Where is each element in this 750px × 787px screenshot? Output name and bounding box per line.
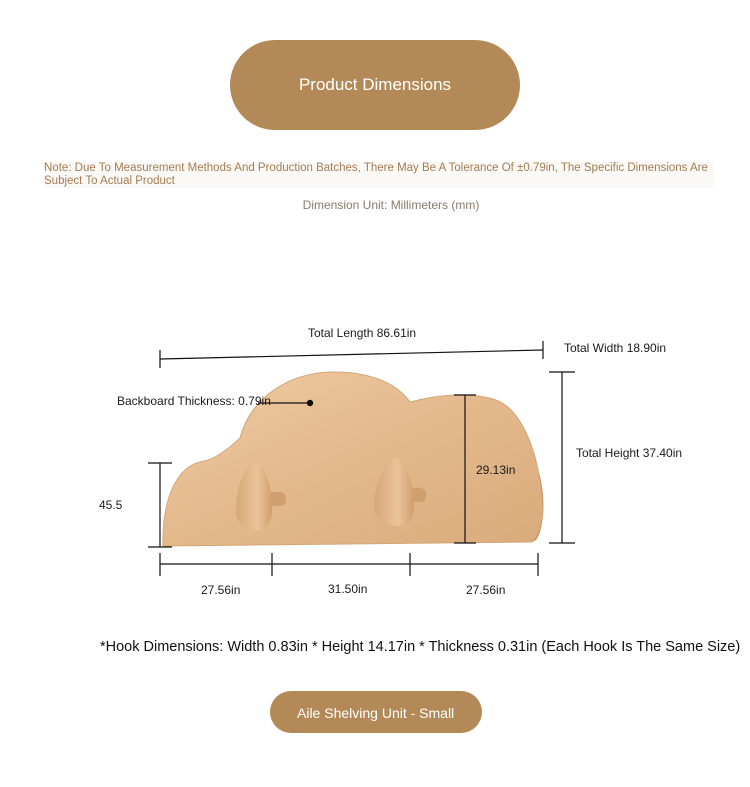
total-length-label: Total Length 86.61in [308,326,417,340]
hook-dimensions-text: *Hook Dimensions: Width 0.83in * Height 14.17in * Thickness 0.31in (Each Hook Is The Same Size) [100,639,741,655]
segment-right-label: 27.56in [466,583,506,597]
tolerance-note: Note: Due To Measurement Methods And Production Batches, There May Be A Tolerance Of ±0.79in, The Specific Dimensions Are Subject To Actual Product [44,162,714,188]
section-title: Product Dimensions [298,75,452,94]
bottom-segment-dimension-line [160,553,538,576]
backboard-thickness-label: Backboard Thickness: 0.79in [117,394,271,408]
left-height-label: 45.5 [99,498,123,512]
total-height-label: Total Height 37.40in [576,446,683,460]
inner-height-label: 29.13in [476,463,516,477]
segment-middle-label: 31.50in [328,582,368,596]
total-length-dimension-line [160,341,543,368]
dimension-unit: Dimension Unit: Millimeters (mm) [302,198,480,212]
aile-shelving-unit-small-button[interactable]: Aile Shelving Unit - Small [270,691,482,733]
total-width-label: Total Width 18.90in [564,341,667,355]
total-height-dimension-line [549,372,575,543]
segment-left-label: 27.56in [201,583,241,597]
